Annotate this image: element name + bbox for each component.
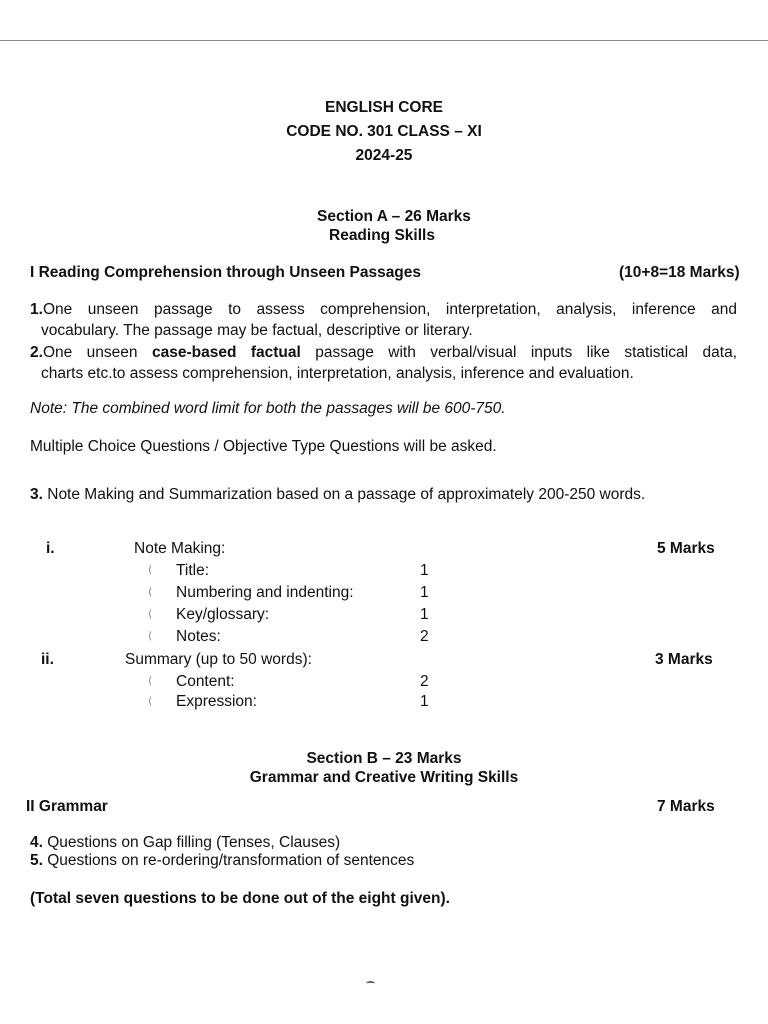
- note-making-label: Note Making:: [134, 540, 226, 557]
- note-making-marks: 5 Marks: [657, 540, 715, 557]
- word-limit-note: Note: The combined word limit for both the passages will be 600-750.: [30, 400, 506, 417]
- part-1-marks: (10+8=18 Marks): [619, 264, 740, 281]
- bullet-icon: ⟨: [148, 696, 152, 707]
- bullet-icon: ⟨: [148, 676, 152, 687]
- bullet-icon: ⟨: [148, 631, 152, 642]
- summary-label: Summary (up to 50 words):: [125, 651, 312, 668]
- summary-numeral: ii.: [41, 651, 54, 668]
- mcq-note: Multiple Choice Questions / Objective Type Questions will be asked.: [30, 438, 497, 455]
- item-2-line-2: charts etc.to assess comprehension, interpretation, analysis, inference and evaluation.: [41, 365, 634, 382]
- question-4-text: Questions on Gap filling (Tenses, Clauses): [42, 834, 341, 851]
- question-5-number: 5.: [30, 852, 43, 869]
- bullet-icon: ⟨: [148, 587, 152, 598]
- note-row-label: Title:: [176, 562, 210, 579]
- item-1-line-2: vocabulary. The passage may be factual, descriptive or literary.: [41, 322, 473, 339]
- code-class-line: CODE NO. 301 CLASS – XI: [286, 123, 482, 140]
- note-making-numeral: i.: [46, 540, 55, 557]
- section-b-subtitle: Grammar and Creative Writing Skills: [249, 769, 519, 786]
- part-2-heading: II Grammar: [26, 798, 108, 815]
- note-row-label: Numbering and indenting:: [176, 584, 354, 601]
- section-a-title: Section A – 26 Marks: [317, 208, 471, 225]
- item-2-number: 2.: [30, 344, 43, 361]
- item-3: [30, 485, 645, 505]
- total-questions-note: (Total seven questions to be done out of the eight given).: [30, 890, 450, 907]
- note-row-value: 1: [420, 562, 429, 579]
- note-row-value: 1: [420, 584, 429, 601]
- summary-marks: 3 Marks: [655, 651, 713, 668]
- item-3-number: 3.: [30, 486, 43, 503]
- item-2-bold-phrase: case-based factual: [151, 344, 301, 361]
- top-divider: [0, 40, 768, 41]
- summary-row-label: Expression:: [176, 693, 257, 710]
- bullet-icon: ⟨: [148, 565, 152, 576]
- part-2-marks: 7 Marks: [657, 798, 715, 815]
- note-row-label: Notes:: [176, 628, 221, 645]
- question-5-text: Questions on re-ordering/transformation of sentences: [42, 852, 415, 869]
- summary-row-label: Content:: [176, 673, 235, 690]
- part-1-heading: I Reading Comprehension through Unseen Passages: [30, 264, 422, 281]
- summary-row-value: 2: [420, 673, 429, 690]
- item-2-text-start: One unseen: [42, 344, 152, 361]
- bullet-icon: ⟨: [148, 609, 152, 620]
- note-row-label: Key/glossary:: [176, 606, 270, 623]
- note-row-value: 1: [420, 606, 429, 623]
- section-b-title: Section B – 23 Marks: [306, 750, 462, 767]
- question-4: [30, 833, 340, 853]
- item-2-text-end: passage with verbal/visual inputs like statistical data,: [300, 344, 738, 361]
- item-1-number: 1.: [30, 301, 43, 318]
- item-1-text: One unseen passage to assess comprehension, interpretation, analysis, inference and: [42, 301, 737, 318]
- subject-title: ENGLISH CORE: [325, 99, 443, 116]
- item-2-line-1: [30, 342, 737, 363]
- item-1-line-1: [30, 299, 737, 320]
- note-row-value: 2: [420, 628, 429, 645]
- item-3-text: Note Making and Summarization based on a passage of approximately 200-250 words.: [42, 486, 646, 503]
- section-a-subtitle: Reading Skills: [329, 227, 435, 244]
- session-year: 2024-25: [355, 147, 413, 164]
- page-number-fragment: [366, 981, 375, 986]
- question-4-number: 4.: [30, 834, 43, 851]
- question-5: [30, 851, 414, 871]
- summary-row-value: 1: [420, 693, 429, 710]
